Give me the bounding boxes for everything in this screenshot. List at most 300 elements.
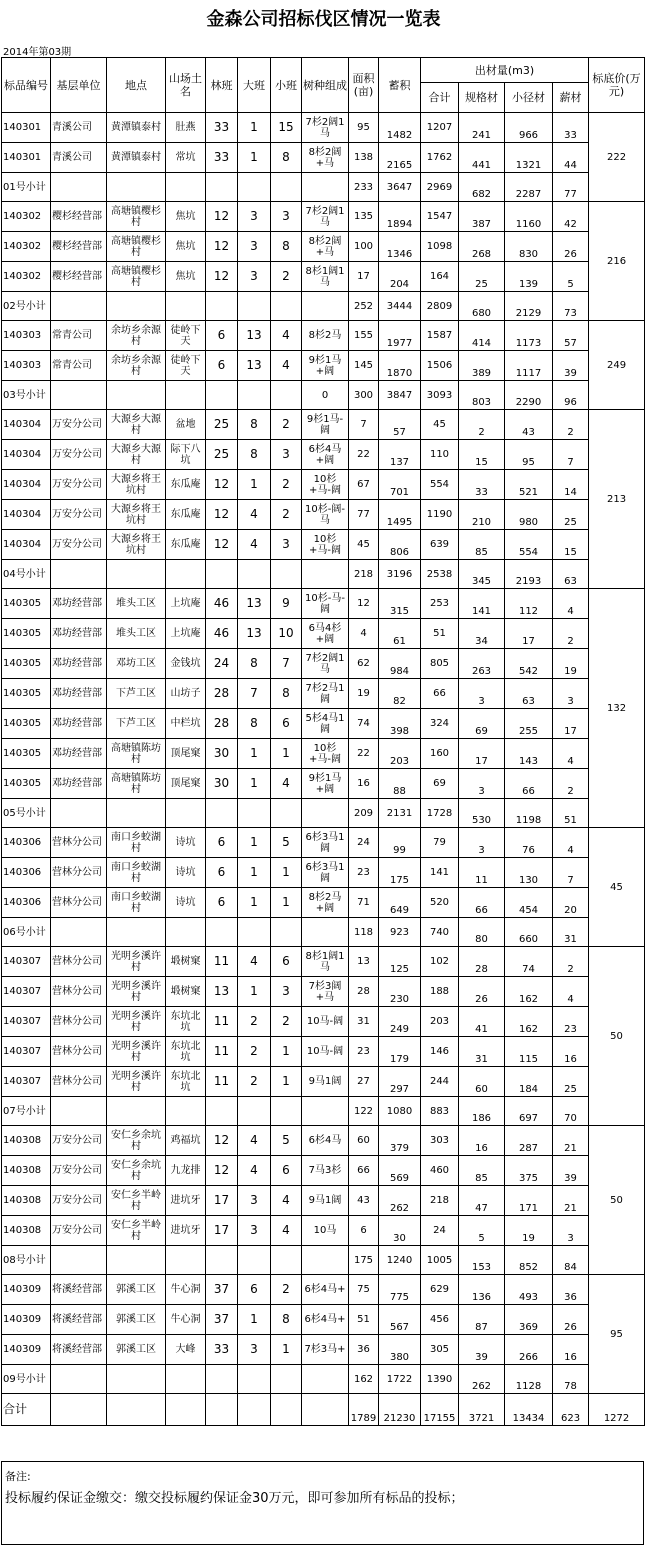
species-cell: 10马 — [302, 1216, 349, 1246]
header-area: 面积(亩) — [349, 58, 379, 113]
spec-timber-cell: 47 — [459, 1186, 505, 1216]
place-name-cell: 徒岭下天 — [166, 321, 206, 351]
location-cell: 南口乡蛟湖村 — [107, 858, 166, 888]
large-class-cell: 3 — [238, 202, 271, 232]
empty-cell — [166, 1246, 206, 1275]
firewood-cell: 44 — [553, 143, 589, 173]
species-cell: 6杉3马1阔 — [302, 858, 349, 888]
location-cell: 高塘镇陈坊村 — [107, 739, 166, 769]
firewood-cell: 33 — [553, 113, 589, 143]
forest-class-cell: 46 — [206, 589, 238, 619]
area-cell: 75 — [349, 1275, 379, 1305]
empty-cell — [166, 1365, 206, 1394]
volume-cell: 204 — [379, 262, 421, 292]
empty-cell — [166, 1097, 206, 1126]
area-cell: 51 — [349, 1305, 379, 1335]
location-cell: 高塘镇樱杉村 — [107, 232, 166, 262]
total-output-cell: 1506 — [421, 351, 459, 381]
empty-cell — [166, 918, 206, 947]
unit-cell: 万安分公司 — [51, 470, 107, 500]
unit-cell: 营林分公司 — [51, 977, 107, 1007]
total-output-cell: 305 — [421, 1335, 459, 1365]
unit-cell: 邓坊经营部 — [51, 649, 107, 679]
volume-cell: 315 — [379, 589, 421, 619]
location-cell: 余坊乡余源村 — [107, 351, 166, 381]
large-class-cell: 2 — [238, 1067, 271, 1097]
issue-period: 2014年第03期 — [3, 47, 72, 58]
subtotal-volume: 1240 — [379, 1246, 421, 1275]
empty-cell — [271, 560, 302, 589]
lot-no-cell: 140308 — [2, 1216, 51, 1246]
lot-no-cell: 140305 — [2, 589, 51, 619]
page-title: 金森公司招标伐区情况一览表 — [206, 9, 441, 30]
small-diameter-cell: 542 — [505, 649, 553, 679]
unit-cell: 营林分公司 — [51, 1067, 107, 1097]
subtotal-spec-timber: 345 — [459, 560, 505, 589]
subtotal-extra — [302, 560, 349, 589]
small-diameter-cell: 74 — [505, 947, 553, 977]
volume-cell: 984 — [379, 649, 421, 679]
total-output-cell: 1547 — [421, 202, 459, 232]
header-reserve-price: 标底价(万元) — [589, 58, 645, 113]
unit-cell: 万安分公司 — [51, 1186, 107, 1216]
place-name-cell: 盆地 — [166, 410, 206, 440]
area-cell: 138 — [349, 143, 379, 173]
forest-class-cell: 17 — [206, 1216, 238, 1246]
empty-cell — [166, 560, 206, 589]
empty-cell — [166, 292, 206, 321]
table-row — [2, 619, 645, 649]
total-output-cell: 244 — [421, 1067, 459, 1097]
header-unit: 基层单位 — [51, 58, 107, 113]
species-cell: 6杉4马+阔 — [302, 440, 349, 470]
unit-cell: 将溪经营部 — [51, 1335, 107, 1365]
subtotal-row — [2, 560, 645, 589]
volume-cell: 1346 — [379, 232, 421, 262]
subtotal-volume: 1080 — [379, 1097, 421, 1126]
volume-cell: 137 — [379, 440, 421, 470]
total-output-cell: 520 — [421, 888, 459, 918]
unit-cell: 万安分公司 — [51, 530, 107, 560]
spec-timber-cell: 28 — [459, 947, 505, 977]
area-cell: 12 — [349, 589, 379, 619]
total-output-cell: 45 — [421, 410, 459, 440]
species-cell: 10杉+马-阔 — [302, 739, 349, 769]
lot-no-cell: 140306 — [2, 858, 51, 888]
species-cell: 6马4杉+阔 — [302, 619, 349, 649]
area-cell: 77 — [349, 500, 379, 530]
table-row — [2, 232, 645, 262]
place-name-cell: 中栏坑 — [166, 709, 206, 739]
small-diameter-cell: 454 — [505, 888, 553, 918]
small-class-cell: 4 — [271, 1186, 302, 1216]
large-class-cell: 6 — [238, 1275, 271, 1305]
lot-no-cell: 140301 — [2, 113, 51, 143]
spec-timber-cell: 210 — [459, 500, 505, 530]
subtotal-extra: 0 — [302, 381, 349, 410]
subtotal-label: 05号小计 — [2, 799, 51, 828]
table-row — [2, 679, 645, 709]
small-class-cell: 1 — [271, 888, 302, 918]
unit-cell: 邓坊经营部 — [51, 619, 107, 649]
subtotal-total-output: 2969 — [421, 173, 459, 202]
empty-cell — [107, 1097, 166, 1126]
reserve-price-cell: 213 — [589, 410, 645, 589]
subtotal-row — [2, 1365, 645, 1394]
subtotal-total-output: 3093 — [421, 381, 459, 410]
large-class-cell: 4 — [238, 947, 271, 977]
unit-cell: 将溪经营部 — [51, 1305, 107, 1335]
subtotal-row — [2, 173, 645, 202]
place-name-cell: 东坑北坑 — [166, 1037, 206, 1067]
unit-cell: 樱杉经营部 — [51, 262, 107, 292]
species-cell: 10马-阔 — [302, 1007, 349, 1037]
total-output-cell: 1190 — [421, 500, 459, 530]
subtotal-total-output: 1390 — [421, 1365, 459, 1394]
lot-no-cell: 140305 — [2, 679, 51, 709]
location-cell: 郭溪工区 — [107, 1305, 166, 1335]
empty-cell — [271, 292, 302, 321]
volume-cell: 179 — [379, 1037, 421, 1067]
empty-cell — [51, 560, 107, 589]
spec-timber-cell: 141 — [459, 589, 505, 619]
volume-cell: 61 — [379, 619, 421, 649]
subtotal-row — [2, 918, 645, 947]
spec-timber-cell: 3 — [459, 679, 505, 709]
small-diameter-cell: 266 — [505, 1335, 553, 1365]
total-output-cell: 1762 — [421, 143, 459, 173]
grand-total-reserve: 1272 — [589, 1394, 645, 1426]
unit-cell: 营林分公司 — [51, 1037, 107, 1067]
empty-cell — [238, 560, 271, 589]
forest-class-cell: 12 — [206, 232, 238, 262]
total-output-cell: 66 — [421, 679, 459, 709]
subtotal-area: 118 — [349, 918, 379, 947]
header-volume: 蓄积 — [379, 58, 421, 113]
table-row — [2, 321, 645, 351]
spec-timber-cell: 15 — [459, 440, 505, 470]
spec-timber-cell: 389 — [459, 351, 505, 381]
location-cell: 邓坊工区 — [107, 649, 166, 679]
firewood-cell: 21 — [553, 1126, 589, 1156]
volume-cell: 1482 — [379, 113, 421, 143]
unit-cell: 营林分公司 — [51, 947, 107, 977]
empty-cell — [271, 381, 302, 410]
table-row — [2, 828, 645, 858]
subtotal-total-output: 2538 — [421, 560, 459, 589]
total-output-cell: 1098 — [421, 232, 459, 262]
volume-cell: 1894 — [379, 202, 421, 232]
firewood-cell: 20 — [553, 888, 589, 918]
empty-cell — [238, 799, 271, 828]
empty-cell — [271, 799, 302, 828]
lot-no-cell: 140309 — [2, 1305, 51, 1335]
forest-class-cell: 33 — [206, 143, 238, 173]
area-cell: 13 — [349, 947, 379, 977]
species-cell: 10杉-马-阔 — [302, 589, 349, 619]
place-name-cell: 上坑庵 — [166, 619, 206, 649]
place-name-cell: 焦坑 — [166, 262, 206, 292]
unit-cell: 万安分公司 — [51, 410, 107, 440]
volume-cell: 230 — [379, 977, 421, 1007]
forest-class-cell: 33 — [206, 113, 238, 143]
small-diameter-cell: 19 — [505, 1216, 553, 1246]
lot-no-cell: 140308 — [2, 1186, 51, 1216]
area-cell: 43 — [349, 1186, 379, 1216]
place-name-cell: 诗坑 — [166, 858, 206, 888]
species-cell: 5杉4马1阔 — [302, 709, 349, 739]
empty-cell — [166, 173, 206, 202]
subtotal-total-output: 2809 — [421, 292, 459, 321]
empty-cell — [238, 173, 271, 202]
spec-timber-cell: 263 — [459, 649, 505, 679]
table-row — [2, 262, 645, 292]
grand-total-output: 17155 — [421, 1394, 459, 1426]
area-cell: 95 — [349, 113, 379, 143]
area-cell: 66 — [349, 1156, 379, 1186]
notes-box — [1, 1461, 644, 1545]
location-cell: 南口乡蛟湖村 — [107, 888, 166, 918]
spec-timber-cell: 85 — [459, 1156, 505, 1186]
forest-class-cell: 30 — [206, 769, 238, 799]
area-cell: 71 — [349, 888, 379, 918]
forest-class-cell: 33 — [206, 1335, 238, 1365]
empty-cell — [206, 1365, 238, 1394]
volume-cell: 175 — [379, 858, 421, 888]
subtotal-extra — [302, 173, 349, 202]
empty-cell — [51, 1097, 107, 1126]
species-cell: 7马3杉 — [302, 1156, 349, 1186]
subtotal-spec-timber: 186 — [459, 1097, 505, 1126]
header-small-class: 小班 — [271, 58, 302, 113]
subtotal-firewood: 31 — [553, 918, 589, 947]
empty-cell — [51, 799, 107, 828]
header-forest-class: 林班 — [206, 58, 238, 113]
spec-timber-cell: 66 — [459, 888, 505, 918]
small-diameter-cell: 287 — [505, 1126, 553, 1156]
place-name-cell: 鸡福坑 — [166, 1126, 206, 1156]
total-output-cell: 79 — [421, 828, 459, 858]
small-class-cell: 6 — [271, 709, 302, 739]
notes-label: 备注: — [5, 1470, 31, 1483]
firewood-cell: 3 — [553, 1216, 589, 1246]
subtotal-firewood: 78 — [553, 1365, 589, 1394]
empty-cell — [107, 292, 166, 321]
subtotal-extra — [302, 292, 349, 321]
large-class-cell: 1 — [238, 739, 271, 769]
small-diameter-cell: 980 — [505, 500, 553, 530]
volume-cell: 125 — [379, 947, 421, 977]
volume-cell: 262 — [379, 1186, 421, 1216]
forest-class-cell: 12 — [206, 262, 238, 292]
total-output-cell: 141 — [421, 858, 459, 888]
reserve-price-cell: 50 — [589, 947, 645, 1126]
small-class-cell: 4 — [271, 321, 302, 351]
small-diameter-cell: 830 — [505, 232, 553, 262]
volume-cell: 649 — [379, 888, 421, 918]
location-cell: 余坊乡余源村 — [107, 321, 166, 351]
firewood-cell: 25 — [553, 1067, 589, 1097]
species-cell: 7杉2阔1马 — [302, 202, 349, 232]
location-cell: 大源乡将王坑村 — [107, 500, 166, 530]
reserve-price-cell: 216 — [589, 202, 645, 321]
table-row — [2, 858, 645, 888]
place-name-cell: 塅树窠 — [166, 977, 206, 1007]
spec-timber-cell: 136 — [459, 1275, 505, 1305]
spec-timber-cell: 69 — [459, 709, 505, 739]
header-location: 地点 — [107, 58, 166, 113]
small-class-cell: 6 — [271, 1156, 302, 1186]
empty-cell — [206, 292, 238, 321]
lot-no-cell: 140302 — [2, 262, 51, 292]
place-name-cell: 诗坑 — [166, 828, 206, 858]
location-cell: 下芦工区 — [107, 709, 166, 739]
total-output-cell: 218 — [421, 1186, 459, 1216]
area-cell: 62 — [349, 649, 379, 679]
unit-cell: 将溪经营部 — [51, 1275, 107, 1305]
place-name-cell: 牛心洞 — [166, 1275, 206, 1305]
unit-cell: 邓坊经营部 — [51, 679, 107, 709]
empty-cell — [107, 918, 166, 947]
location-cell: 郭溪工区 — [107, 1275, 166, 1305]
small-diameter-cell: 493 — [505, 1275, 553, 1305]
place-name-cell: 诗坑 — [166, 888, 206, 918]
volume-cell: 1495 — [379, 500, 421, 530]
subtotal-firewood: 96 — [553, 381, 589, 410]
subtotal-firewood: 73 — [553, 292, 589, 321]
subtotal-small-diameter: 660 — [505, 918, 553, 947]
species-cell: 8杉2阔+马 — [302, 232, 349, 262]
subtotal-area: 122 — [349, 1097, 379, 1126]
spec-timber-cell: 11 — [459, 858, 505, 888]
subtotal-small-diameter: 1198 — [505, 799, 553, 828]
table-row — [2, 888, 645, 918]
empty-cell — [107, 381, 166, 410]
area-cell: 22 — [349, 440, 379, 470]
subtotal-row — [2, 1097, 645, 1126]
reserve-price-cell: 249 — [589, 321, 645, 410]
forest-class-cell: 12 — [206, 1126, 238, 1156]
large-class-cell: 3 — [238, 262, 271, 292]
header-spec-timber: 规格材 — [459, 83, 505, 113]
table-row — [2, 1037, 645, 1067]
large-class-cell: 1 — [238, 828, 271, 858]
total-output-cell: 203 — [421, 1007, 459, 1037]
volume-cell: 1977 — [379, 321, 421, 351]
species-cell: 8杉1阔1马 — [302, 262, 349, 292]
area-cell: 145 — [349, 351, 379, 381]
firewood-cell: 42 — [553, 202, 589, 232]
place-name-cell: 东坑北坑 — [166, 1067, 206, 1097]
small-class-cell: 8 — [271, 232, 302, 262]
firewood-cell: 26 — [553, 1305, 589, 1335]
total-output-cell: 303 — [421, 1126, 459, 1156]
species-cell: 8杉2阔+马 — [302, 143, 349, 173]
empty-cell — [51, 1394, 107, 1426]
lot-no-cell: 140305 — [2, 619, 51, 649]
small-class-cell: 6 — [271, 947, 302, 977]
large-class-cell: 3 — [238, 1186, 271, 1216]
lot-no-cell: 140307 — [2, 947, 51, 977]
forest-class-cell: 30 — [206, 739, 238, 769]
species-cell: 9马1阔 — [302, 1186, 349, 1216]
subtotal-firewood: 84 — [553, 1246, 589, 1275]
species-cell: 9马1阔 — [302, 1067, 349, 1097]
empty-cell — [271, 1246, 302, 1275]
table-row — [2, 977, 645, 1007]
empty-cell — [166, 1394, 206, 1426]
volume-cell: 30 — [379, 1216, 421, 1246]
empty-cell — [166, 799, 206, 828]
location-cell: 黄潭镇泰村 — [107, 143, 166, 173]
firewood-cell: 23 — [553, 1007, 589, 1037]
spec-timber-cell: 268 — [459, 232, 505, 262]
firewood-cell: 3 — [553, 679, 589, 709]
volume-cell: 203 — [379, 739, 421, 769]
forest-class-cell: 6 — [206, 828, 238, 858]
table-row — [2, 709, 645, 739]
subtotal-volume: 3196 — [379, 560, 421, 589]
empty-cell — [51, 381, 107, 410]
small-diameter-cell: 43 — [505, 410, 553, 440]
area-cell: 60 — [349, 1126, 379, 1156]
table-row — [2, 351, 645, 381]
subtotal-small-diameter: 2290 — [505, 381, 553, 410]
table-row — [2, 202, 645, 232]
table-row — [2, 470, 645, 500]
empty-cell — [238, 1246, 271, 1275]
small-diameter-cell: 115 — [505, 1037, 553, 1067]
small-diameter-cell: 184 — [505, 1067, 553, 1097]
place-name-cell: 进坑牙 — [166, 1186, 206, 1216]
small-diameter-cell: 171 — [505, 1186, 553, 1216]
large-class-cell: 1 — [238, 769, 271, 799]
empty-cell — [206, 799, 238, 828]
firewood-cell: 25 — [553, 500, 589, 530]
firewood-cell: 39 — [553, 351, 589, 381]
volume-cell: 1870 — [379, 351, 421, 381]
lot-no-cell: 140301 — [2, 143, 51, 173]
table-row — [2, 947, 645, 977]
small-diameter-cell: 95 — [505, 440, 553, 470]
lot-no-cell: 140306 — [2, 888, 51, 918]
subtotal-row — [2, 1246, 645, 1275]
forest-class-cell: 11 — [206, 1067, 238, 1097]
grand-total-area: 1789 — [349, 1394, 379, 1426]
forest-class-cell: 12 — [206, 202, 238, 232]
species-cell: 8杉1阔1马 — [302, 947, 349, 977]
small-diameter-cell: 162 — [505, 977, 553, 1007]
location-cell: 黄潭镇泰村 — [107, 113, 166, 143]
large-class-cell: 13 — [238, 351, 271, 381]
place-name-cell: 顶尾窠 — [166, 739, 206, 769]
location-cell: 大源乡大源村 — [107, 410, 166, 440]
location-cell: 光明乡溪许村 — [107, 947, 166, 977]
small-diameter-cell: 521 — [505, 470, 553, 500]
volume-cell: 297 — [379, 1067, 421, 1097]
place-name-cell: 东瓜庵 — [166, 500, 206, 530]
location-cell: 高塘镇樱杉村 — [107, 202, 166, 232]
subtotal-label: 06号小计 — [2, 918, 51, 947]
area-cell: 22 — [349, 739, 379, 769]
small-diameter-cell: 130 — [505, 858, 553, 888]
table-row — [2, 589, 645, 619]
small-class-cell: 1 — [271, 1335, 302, 1365]
total-output-cell: 460 — [421, 1156, 459, 1186]
table-row — [2, 1216, 645, 1246]
large-class-cell: 8 — [238, 440, 271, 470]
table-row — [2, 769, 645, 799]
